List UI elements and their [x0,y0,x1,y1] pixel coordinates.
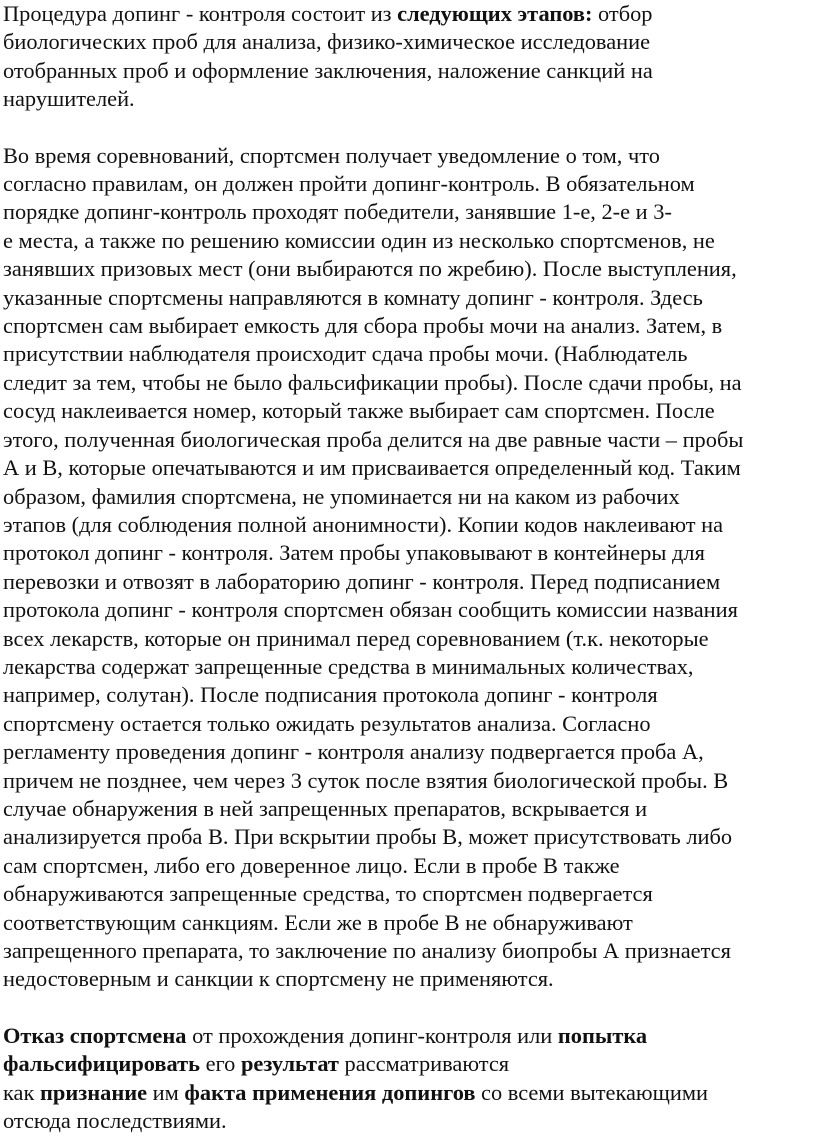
text-line [3,312,813,340]
text-segment: Во время соревнований, спортсмен получает уведомление о том, что [3,142,660,168]
text-segment: протокола допинг - контроля спортсмен обязан сообщить комиссии названия [3,597,738,623]
text-line [3,284,813,312]
text-line [3,909,813,937]
text-segment: рассматриваются [338,1051,510,1077]
text-segment: случае обнаружения в ней запрещенных препаратов, вскрывается и [3,795,648,821]
text-line [3,0,813,28]
text-line [3,1050,813,1078]
text-line [3,255,813,283]
text-segment: его [199,1051,241,1077]
text-segment: анализируется проба В. При вскрытии пробы В, может присутствовать либо [3,824,733,850]
text-segment: следит за тем, чтобы не было фальсификации пробы). После сдачи пробы, на [3,369,742,395]
text-segment: лекарства содержат запрещенные средства в минимальных количествах, [3,653,694,679]
text-segment: Процедура допинг - контроля состоит из [3,1,398,26]
text-line [3,511,813,539]
text-segment: отбор [592,1,653,26]
bold-text-segment: факта применения допингов [184,1079,476,1105]
text-segment: со всеми вытекающими [475,1079,709,1105]
bold-text-segment: результат [240,1051,339,1077]
text-segment: биологических проб для анализа, физико-химическое исследование [3,29,651,55]
text-line [3,483,813,511]
text-segment: как [3,1079,40,1105]
text-segment: отобранных проб и оформление заключения, наложение санкций на [3,57,653,83]
text-segment: А и В, которые опечатываются и им присваивается определенный код. Таким [3,455,741,481]
bold-text-segment: фальсифицировать [3,1051,200,1077]
text-line [3,1022,813,1050]
paragraph-doping-control-process [3,142,813,994]
text-line [3,57,813,85]
text-line [3,767,813,795]
text-segment: этапов (для соблюдения полной анонимности). Копии кодов наклеивают на [3,511,724,537]
text-segment: е места, а также по решению комиссии один из несколько спортсменов, не [3,227,715,253]
text-line [3,170,813,198]
text-segment: регламенту проведения допинг - контроля анализу подвергается проба А, [3,739,704,765]
text-line [3,369,813,397]
text-line [3,142,813,170]
text-segment: перевозки и отвозят в лабораторию допинг - контроля. Перед подписанием [3,568,721,594]
text-line [3,1107,813,1135]
text-line [3,795,813,823]
text-segment: протокол допинг - контроля. Затем пробы упаковывают в контейнеры для [3,540,705,566]
text-segment: соответствующим санкциям. Если же в пробе В не обнаруживают [3,909,633,935]
text-segment: этого, полученная биологическая проба делится на две равные части – пробы [3,426,744,452]
text-segment: запрещенного препарата, то заключение по анализу биопробы А признается [3,938,731,963]
text-line [3,852,813,880]
text-line [3,823,813,851]
bold-text-segment: следующих этапов: [397,1,593,26]
text-segment: занявших призовых мест (они выбираются по жребию). После выступления, [3,256,737,282]
text-segment: указанные спортсмены направляются в комнату допинг - контроля. Здесь [3,284,703,310]
text-line [3,340,813,368]
bold-text-segment: попытка [557,1022,648,1048]
text-line [3,625,813,653]
text-line [3,539,813,567]
text-line [3,965,813,993]
bold-text-segment: признание [39,1079,148,1105]
text-segment: присутствии наблюдателя происходит сдача пробы мочи. (Наблюдатель [3,341,688,367]
text-segment: образом, фамилия спортсмена, не упоминается ни на каком из рабочих [3,483,680,509]
text-line [3,426,813,454]
text-line [3,568,813,596]
text-line [3,1079,813,1107]
text-segment: всех лекарств, которые он принимал перед соревнованием (т.к. некоторые [3,625,709,651]
text-segment: причем не позднее, чем через 3 суток после взятия биологической пробы. В [3,767,729,793]
text-line [3,653,813,681]
text-segment: например, солутан). После подписания протокола допинг - контроля [3,682,658,708]
text-segment: спортсмену остается только ожидать результатов анализа. Согласно [3,710,651,736]
text-line [3,596,813,624]
paragraph-refusal-consequences [3,1022,813,1136]
text-line [3,880,813,908]
text-segment: им [147,1079,185,1105]
text-line [3,397,813,425]
text-line [3,710,813,738]
text-line [3,198,813,226]
text-segment: спортсмен сам выбирает емкость для сбора пробы мочи на анализ. Затем, в [3,313,723,339]
text-line [3,28,813,56]
document-page [3,0,813,1135]
text-segment: порядке допинг-контроль проходят победители, занявшие 1-е, 2-е и 3- [3,199,672,225]
text-segment: отсюда последствиями. [3,1108,227,1134]
text-segment: сосуд наклеивается номер, который также выбирает сам спортсмен. После [3,398,715,424]
text-line [3,738,813,766]
bold-text-segment: Отказ спортсмена [3,1022,187,1048]
text-line [3,681,813,709]
text-segment: от прохождения допинг-контроля или [186,1022,558,1048]
text-segment: обнаруживаются запрещенные средства, то спортсмен подвергается [3,881,653,907]
paragraph-procedure-stages [3,0,813,114]
text-segment: нарушителей. [3,86,135,112]
text-line [3,937,813,965]
text-segment: недостоверным и санкции к спортсмену не применяются. [3,966,554,992]
text-line [3,227,813,255]
text-segment: согласно правилам, он должен пройти допинг-контроль. В обязательном [3,171,695,197]
text-segment: сам спортсмен, либо его доверенное лицо. Если в пробе В также [3,852,620,878]
text-line [3,85,813,113]
text-line [3,454,813,482]
